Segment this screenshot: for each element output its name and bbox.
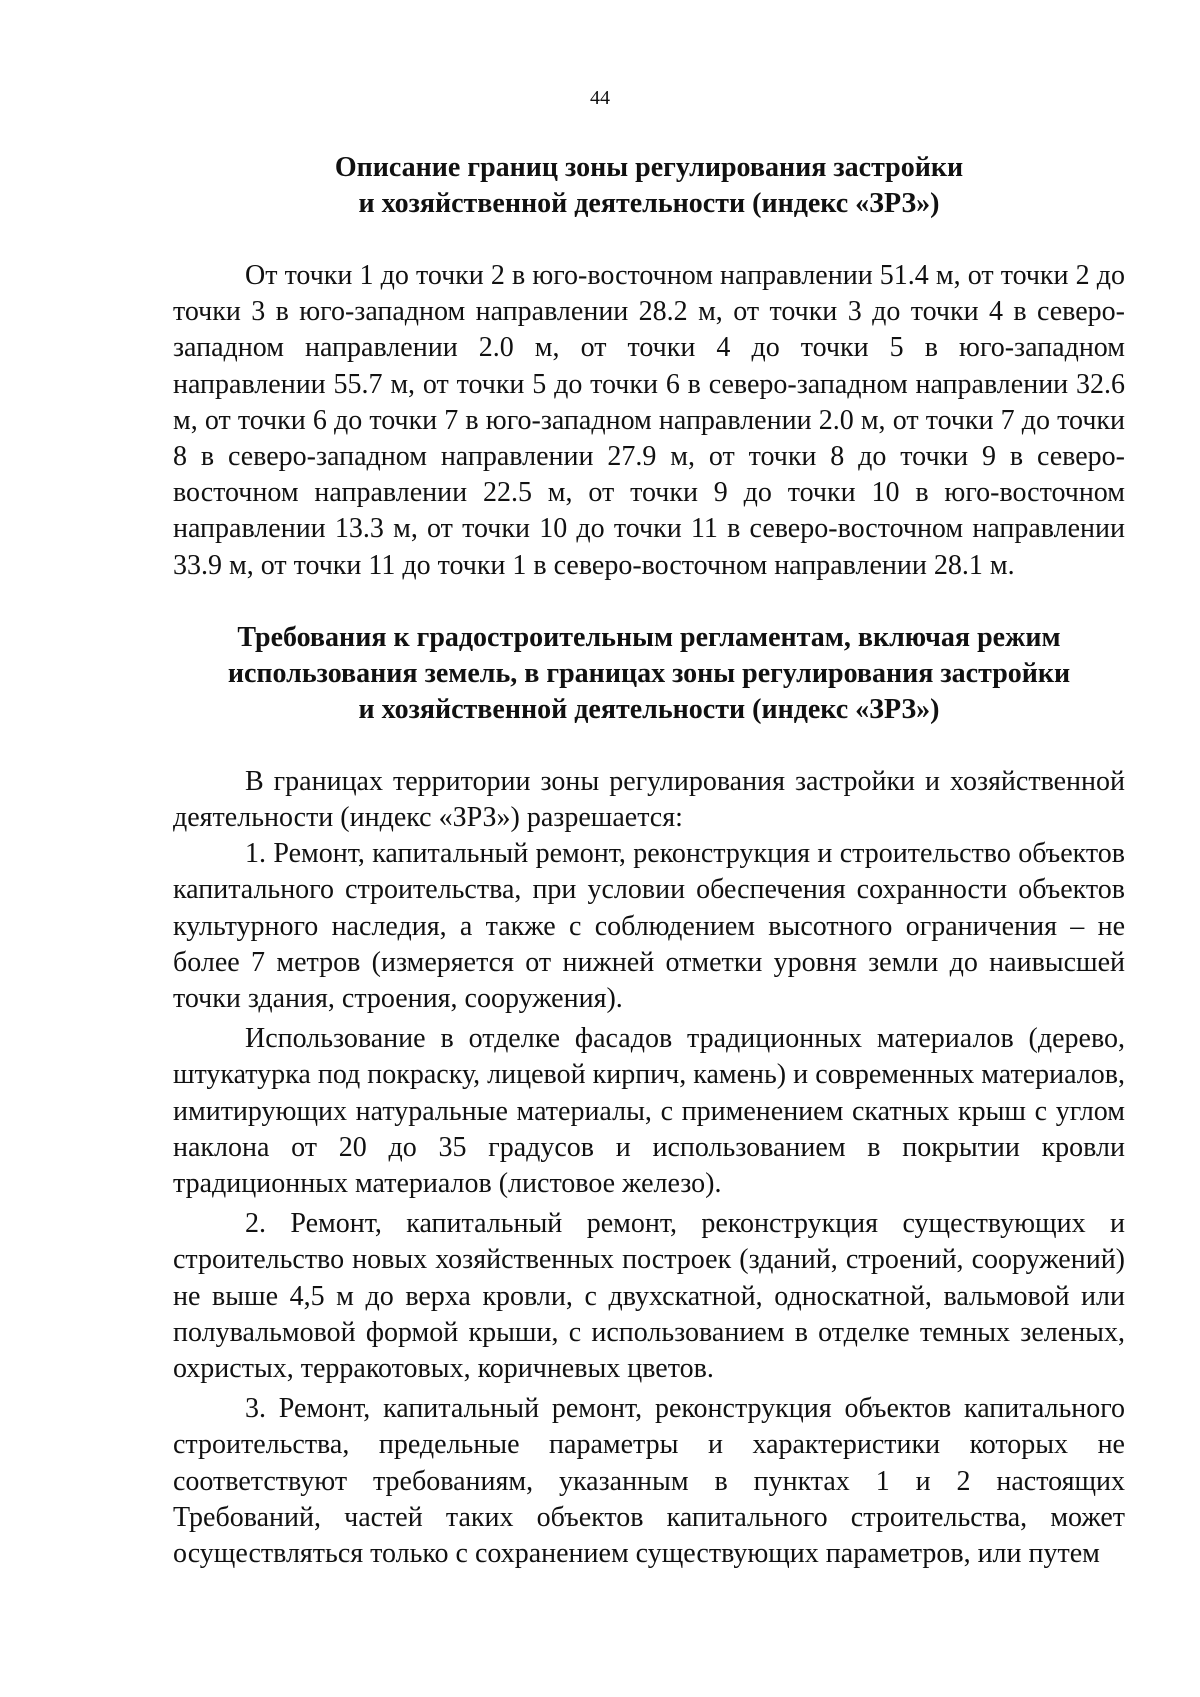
requirement-item-3: 3. Ремонт, капитальный ремонт, реконструкция объектов капитального строительства, предельные параметры и характеристики которых не соответствуют требованиям, указанным в пунктах 1 и 2 настоящих Требований, частей таких объектов капитального строительства, может осуществляться только с сохранением существующих параметров, или путем bbox=[173, 1393, 1125, 1570]
heading-line: использования земель, в границах зоны регулирования застройки bbox=[227, 657, 1071, 689]
heading-line: Описание границ зоны регулирования застройки bbox=[334, 152, 964, 183]
section-heading-requirements bbox=[173, 620, 1125, 728]
requirement-item-1: 1. Ремонт, капитальный ремонт, реконструкция и строительство объектов капитального строительства, при условии обеспечения сохранности объектов культурного наследия, а также с соблюдением высотного ограничения – не более 7 метров (измеряется от нижней отметки уровня земли до наивысшей точки здания, строения, сооружения). bbox=[173, 838, 1125, 1015]
boundary-description-paragraph: От точки 1 до точки 2 в юго-восточном направлении 51.4 м, от точки 2 до точки 3 в юго-западном направлении 28.2 м, от точки 3 до точки 4 в северо-западном направлении 2.0 м, от точки 4 до точки 5 в юго-западном направлении 55.7 м, от точки 5 до точки 6 в северо-западном направлении 32.6 м, от точки 6 до точки 7 в юго-западном направлении 2.0 м, от точки 7 до точки 8 в северо-западном направлении 27.9 м, от точки 8 до точки 9 в северо-восточном направлении 22.5 м, от точки 9 до точки 10 в юго-восточном направлении 13.3 м, от точки 10 до точки 11 в северо-восточном направлении 33.9 м, от точки 11 до точки 1 в северо-восточном направлении 28.1 м. bbox=[173, 260, 1125, 581]
page-content bbox=[173, 150, 1125, 1572]
requirement-item-2: 2. Ремонт, капитальный ремонт, реконструкция существующих и строительство новых хозяйственных построек (зданий, строений, сооружений) не выше 4,5 м до верха кровли, с двухскатной, односкатной, вальмовой или полувальмовой формой крыши, с использованием в отделке темных зеленых, охристых, терракотовых, коричневых цветов. bbox=[173, 1208, 1125, 1385]
facade-materials-paragraph: Использование в отделке фасадов традиционных материалов (дерево, штукатурка под покраску, лицевой кирпич, камень) и современных материалов, имитирующих натуральные материалы, с применением скатных крыш с углом наклона от 20 до 35 градусов и использованием в покрытии кровли традиционных материалов (листовое железо). bbox=[173, 1023, 1125, 1200]
heading-line: и хозяйственной деятельности (индекс «ЗРЗ») bbox=[358, 693, 940, 725]
page-number: 44 bbox=[590, 87, 610, 109]
requirements-intro-paragraph: В границах территории зоны регулирования застройки и хозяйственной деятельности (индекс «ЗРЗ») разрешается: bbox=[173, 765, 1125, 834]
heading-line: Требования к градостроительным регламентам, включая режим bbox=[237, 621, 1061, 653]
section-heading-boundaries bbox=[173, 150, 1125, 222]
heading-line: и хозяйственной деятельности (индекс «ЗРЗ») bbox=[358, 188, 940, 219]
